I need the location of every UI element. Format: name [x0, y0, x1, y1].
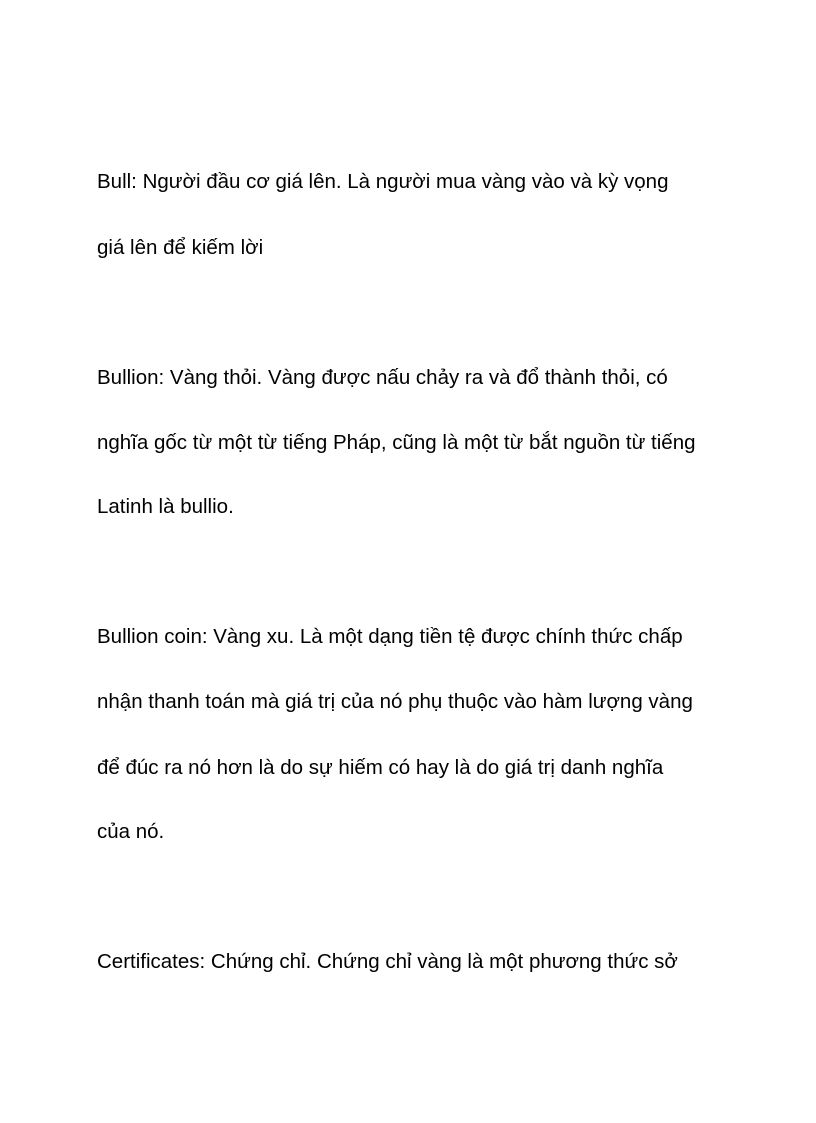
- text-line: nghĩa gốc từ một từ tiếng Pháp, cũng là một từ bắt nguồn từ tiếng: [97, 431, 696, 454]
- text-line: để đúc ra nó hơn là do sự hiếm có hay là do giá trị danh nghĩa: [97, 756, 664, 779]
- text-line: của nó.: [97, 820, 165, 843]
- text-line: giá lên để kiếm lời: [97, 236, 264, 259]
- text-line: Bull: Người đầu cơ giá lên. Là người mua vàng vào và kỳ vọng: [97, 170, 669, 193]
- text-line: nhận thanh toán mà giá trị của nó phụ thuộc vào hàm lượng vàng: [97, 690, 693, 713]
- text-line: Bullion: Vàng thỏi. Vàng được nấu chảy ra và đổ thành thỏi, có: [97, 366, 668, 389]
- text-line: Latinh là bullio.: [97, 495, 234, 518]
- text-line: Bullion coin: Vàng xu. Là một dạng tiền tệ được chính thức chấp: [97, 625, 683, 648]
- text-line: Certificates: Chứng chỉ. Chứng chỉ vàng là một phương thức sở: [97, 950, 678, 973]
